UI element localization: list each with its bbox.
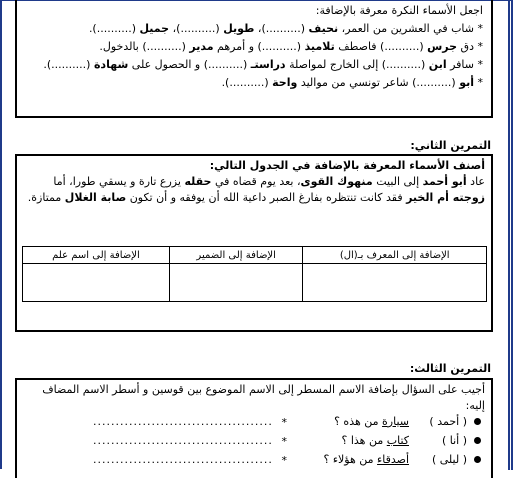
answer-line[interactable]: ........................................ (93, 434, 273, 447)
star-icon: * (281, 435, 287, 448)
exercise-1-line-3: * سافر ابن (..........) إلى الخارج لمواصلة دراستـ (..........) و الحصول على شهادة (..........). (43, 58, 483, 71)
table-cell-pronoun[interactable] (169, 264, 302, 302)
bullet-icon (474, 456, 481, 463)
list-item (23, 414, 485, 433)
exercise-1-instruction: اجعل الأسماء النكرة معرفة بالإضافة: (315, 4, 483, 17)
item-question: كتاب من هذا ؟ (341, 434, 409, 447)
exercise-2-paragraph: عاد أبو أحمد إلى البيت منهوك القوى، بعد يوم قضاه في حقله يزرع تارة و يسقي طورا، أما زوجته أم الخير فقد كانت تنتظره بفارغ الصبر داعية الله أن يوفقه و أن تكون صابة الغلال ممتازة. (27, 175, 485, 204)
exercise-2-box (15, 154, 493, 332)
exercise-1-box (15, 0, 493, 118)
item-noun: ( أحمد ) (429, 415, 467, 428)
bullet-icon (474, 418, 481, 425)
table-cell-proper-noun[interactable] (23, 264, 170, 302)
list-item (23, 452, 485, 471)
table-header-definite: الإضافة إلى المعرف بـ(ال) (303, 247, 487, 264)
exercise-3-instruction: أجيب على السؤال بإضافة الاسم المسطر إلى الاسم الموضوع بين قوسين و أسطر الاسم المضاف إليه: (42, 383, 485, 412)
exercise-3-box (15, 378, 493, 478)
classification-table (22, 246, 487, 302)
answer-line[interactable]: ........................................ (93, 415, 273, 428)
exercise-1-line-2: * دق جرس (..........) فاصطف تلاميذ (..........) و أمرهم مدير (..........) بالدخول. (99, 40, 483, 53)
bullet-icon (474, 437, 481, 444)
exercise-1-line-1: * شاب في العشرين من العمر، نحيف (..........)، طويل (..........)، جميل (..........). (88, 22, 483, 35)
page-frame-right-border (508, 0, 513, 470)
item-question: سيارة من هذه ؟ (334, 415, 409, 428)
exercise-2-title: أصنف الأسماء المعرفة بالإضافة في الجدول التالي: (209, 159, 485, 172)
item-noun: ( ليلى ) (431, 453, 467, 466)
star-icon: * (281, 416, 287, 429)
item-question: أصدقاء من هؤلاء ؟ (323, 453, 409, 466)
star-icon: * (281, 454, 287, 467)
table-header-pronoun: الإضافة إلى الضمير (169, 247, 302, 264)
list-item (23, 433, 485, 452)
exercise-2-heading: التمرين الثاني: (410, 139, 491, 152)
exercise-1-line-4: * أبو (..........) شاعر تونسي من مواليد واحة (..........). (221, 76, 483, 89)
item-noun: ( أنا ) (441, 434, 467, 447)
exercise-3-heading: التمرين الثالث: (409, 362, 491, 375)
answer-line[interactable]: ........................................ (93, 453, 273, 466)
table-header-proper-noun: الإضافة إلى اسم علم (23, 247, 170, 264)
table-row (23, 264, 487, 302)
table-header-row (23, 247, 487, 264)
table-cell-definite[interactable] (303, 264, 487, 302)
